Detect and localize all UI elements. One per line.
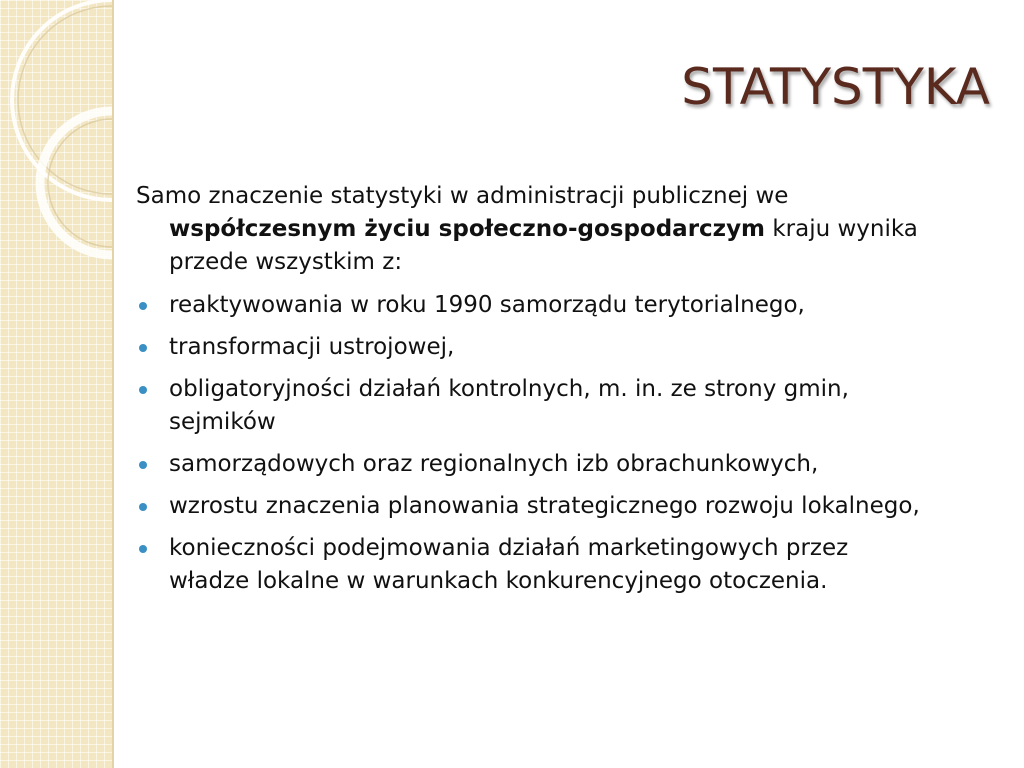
bullet-text: transformacji ustrojowej,	[169, 334, 455, 360]
decorative-rings	[0, 0, 114, 768]
side-panel-edge	[112, 0, 114, 768]
intro-bold-text: współczesnym życiu społeczno-gospodarczym	[169, 216, 766, 242]
decorative-side-panel	[0, 0, 114, 768]
bullet-dot-icon	[139, 386, 147, 394]
bullet-text: samorządowych oraz regionalnych izb obrachunkowych,	[169, 451, 819, 477]
bullet-item	[136, 490, 926, 523]
bullet-list	[136, 289, 926, 598]
bullet-dot-icon	[139, 545, 147, 553]
bullet-dot-icon	[139, 503, 147, 511]
bullet-item	[136, 448, 926, 481]
slide-title: STATYSTYKA	[681, 58, 990, 116]
bullet-item	[136, 373, 926, 439]
bullet-item	[136, 331, 926, 364]
intro-text-after: kraju wynika przede wszystkim z:	[169, 216, 918, 275]
bullet-dot-icon	[139, 344, 147, 352]
bullet-dot-icon	[139, 302, 147, 310]
bullet-text: obligatoryjności działań kontrolnych, m. in. ze strony gmin, sejmików	[169, 376, 849, 435]
intro-paragraph	[136, 180, 926, 279]
bullet-item	[136, 289, 926, 322]
bullet-text: konieczności podejmowania działań marketingowych przez władze lokalne w warunkach konkurencyjnego otoczenia.	[169, 535, 849, 594]
slide-content	[136, 180, 926, 607]
intro-text-before: Samo znaczenie statystyki w administracji publicznej we	[136, 183, 789, 209]
bullet-dot-icon	[139, 461, 147, 469]
bullet-item	[136, 532, 926, 598]
bullet-text: wzrostu znaczenia planowania strategicznego rozwoju lokalnego,	[169, 493, 920, 519]
bullet-text: reaktywowania w roku 1990 samorządu terytorialnego,	[169, 292, 805, 318]
